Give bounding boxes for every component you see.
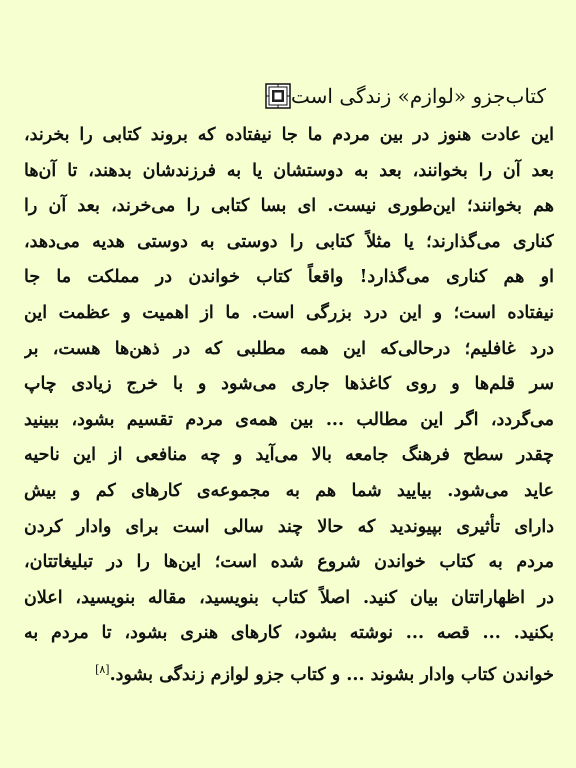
text-line-last	[24, 652, 554, 688]
text-line: مردم به کتاب خواندن شروع شده است؛ این‌ها را در تبلیغاتتان،	[24, 552, 554, 573]
text-line: کناری می‌گذارند؛ یا مثلاً کتابی را دوستی به دوستی هدیه می‌دهد،	[24, 231, 554, 252]
text-line: چقدر سطح فرهنگ جامعه بالا می‌آید و چه منافعی از این ناحیه	[24, 445, 554, 466]
book-ornament-icon	[265, 83, 291, 109]
text-line: سر قلم‌ها و روی کاغذها جاری می‌شود و با خرج زیادی چاپ	[24, 374, 554, 395]
body-paragraph	[24, 118, 554, 688]
footnote-marker[interactable]: [۸]	[95, 662, 110, 676]
text-line: دارای تأثیری بپیوندید که حالا چند سالی است برای وادار کردن	[24, 516, 554, 537]
text-line: عاید می‌شود. بیایید شما هم به مجموعه‌ی کارهای کم و بیش	[24, 480, 554, 501]
text-line: او هم کناری می‌گذارد! واقعاً کتاب خواندن در مملکت ما جا	[24, 267, 554, 288]
title-row	[255, 76, 546, 116]
text-line: هم بخوانند؛ این‌طوری نیست. ای بسا کتابی را می‌خرند، بعد آن را	[24, 196, 554, 217]
text-line: می‌گردد، اگر این مطالب ... بین همه‌ی مردم تقسیم بشود، ببینید	[24, 409, 554, 430]
document-title: کتاب‌جزو «لوازم» زندگی است	[291, 84, 546, 108]
text-line: درد غافلیم؛ درحالی‌که این همه مطلبی که در ذهن‌ها هست، بر	[24, 338, 554, 359]
text-line: در اظهاراتتان بیان کنید. اصلاً کتاب بنویسید، مقاله بنویسید، اعلان	[24, 587, 554, 608]
text-line: نیفتاده است؛ و این درد بزرگی است. ما از اهمیت و عظمت این	[24, 302, 554, 323]
text-line: بعد آن را بخوانند، بعد به دوستشان یا به فرزندشان بدهند، تا آن‌ها	[24, 160, 554, 181]
last-line-text: خواندن کتاب وادار بشوند ... و کتاب جزو لوازم زندگی بشود.	[109, 664, 554, 685]
text-line: بکنید. ... قصه ... نوشته بشود، کارهای هنری بشود، تا مردم به	[24, 623, 554, 644]
text-line: این عادت هنوز در بین مردم ما جا نیفتاده که بروند کتابی را بخرند،	[24, 125, 554, 145]
